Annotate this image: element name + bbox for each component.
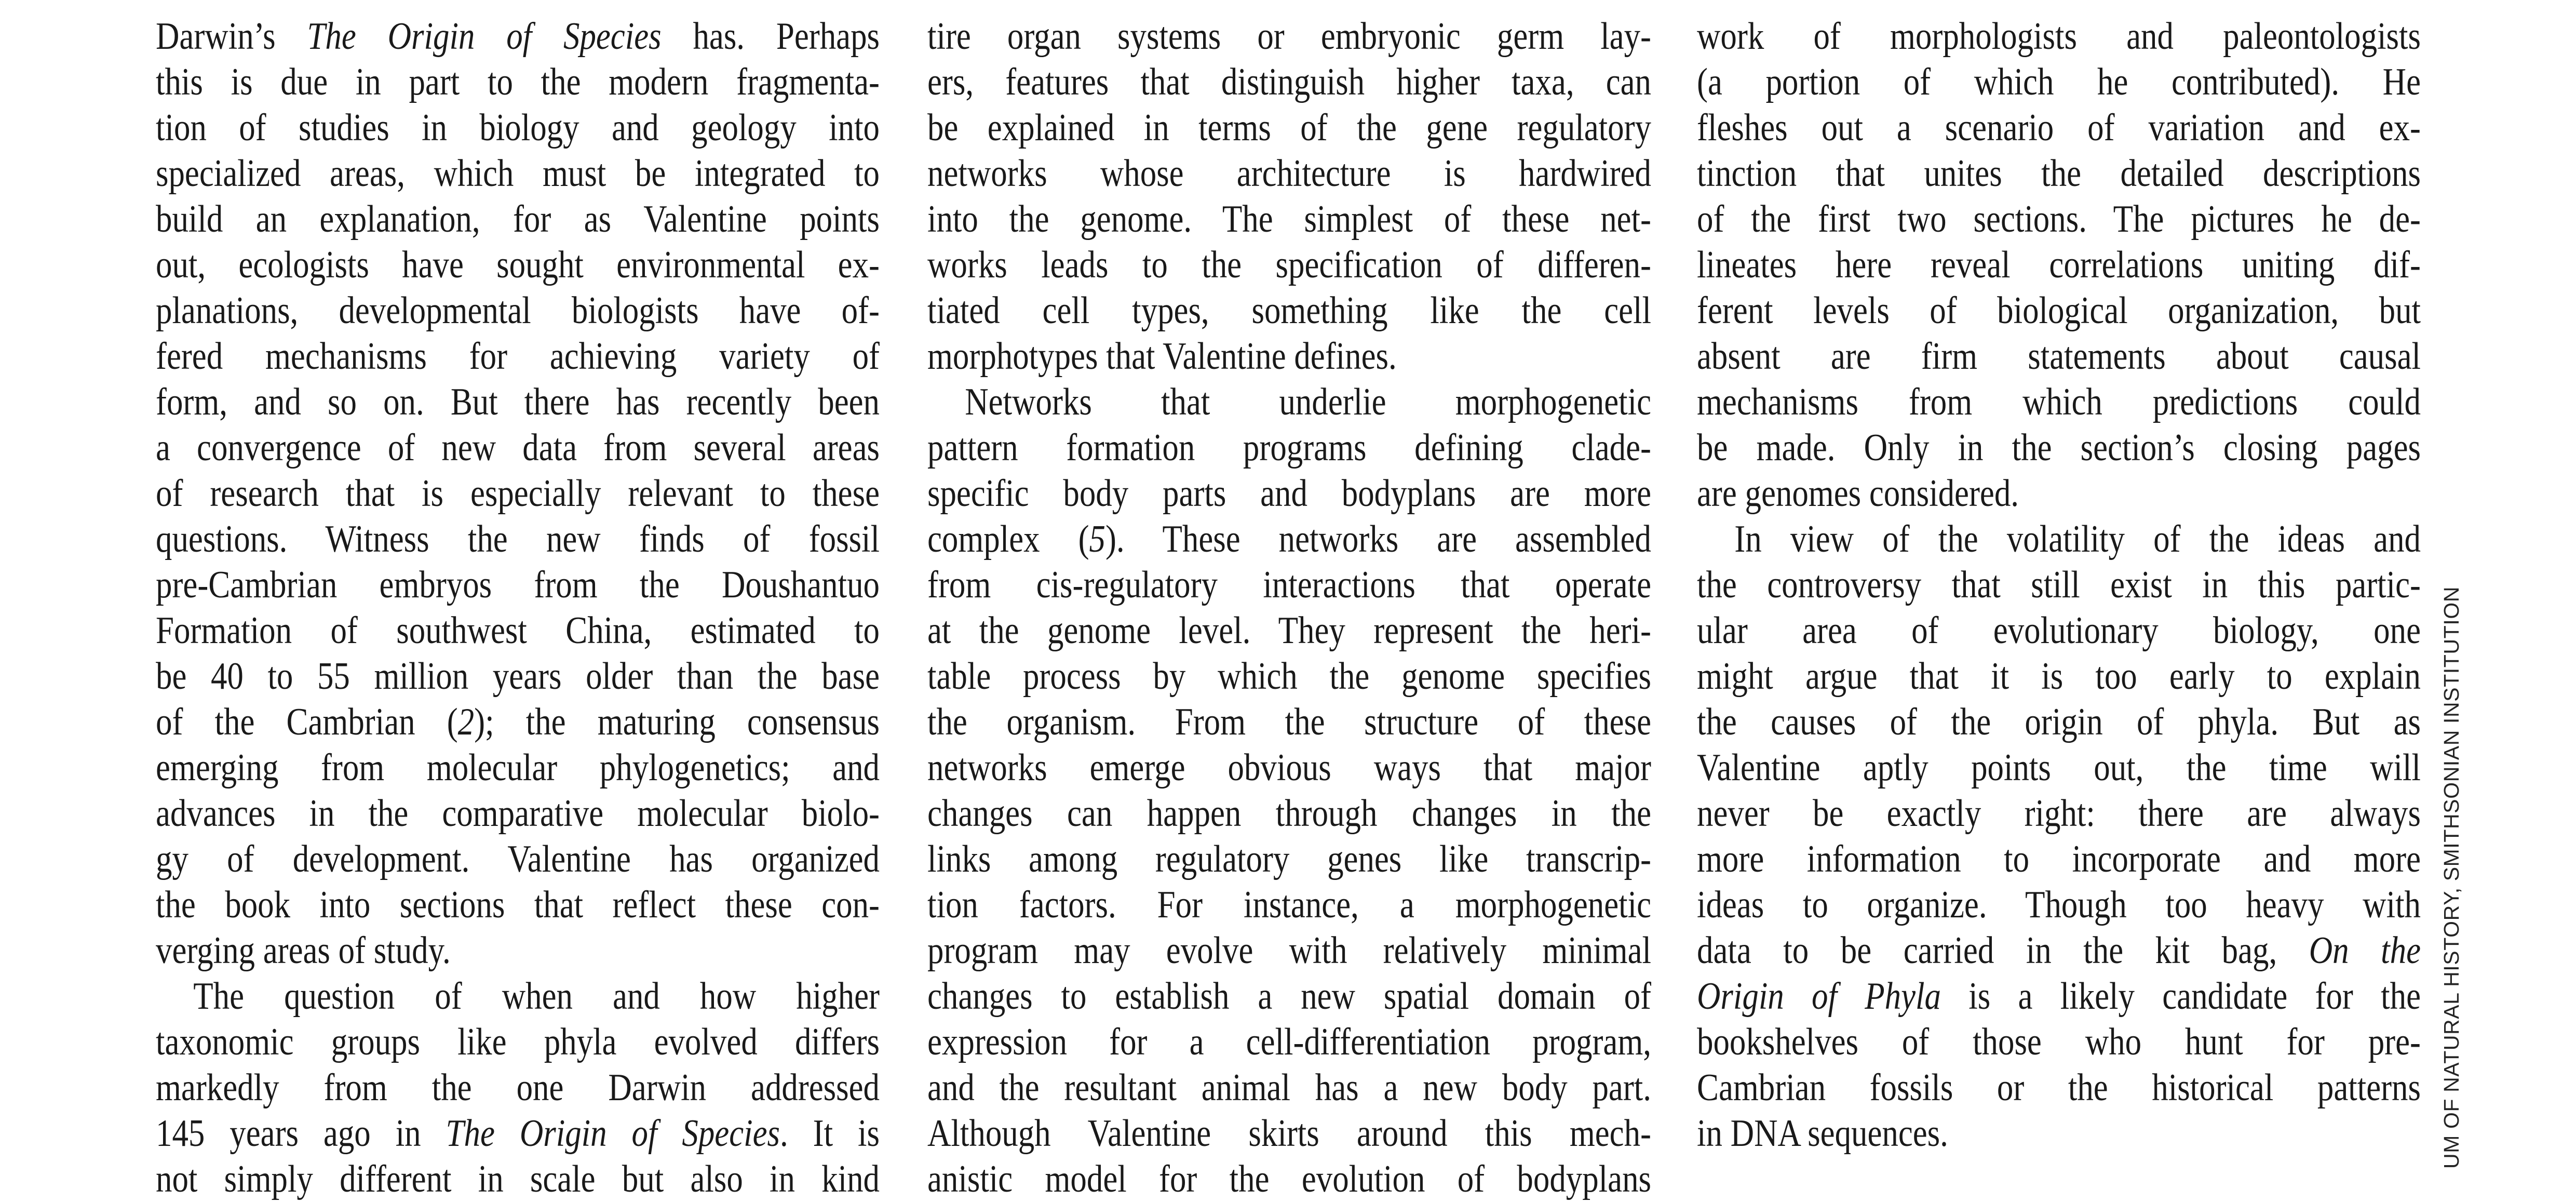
- text-line: [156, 1019, 880, 1065]
- text-line: [156, 562, 880, 608]
- body-text: lineates here reveal correlations uniting dif-: [1697, 244, 2421, 286]
- italic-text: Origin of Phyla: [1697, 975, 1941, 1018]
- body-text: morphotypes that Valentine defines.: [927, 335, 1397, 378]
- text-line: [156, 745, 880, 791]
- body-text: in DNA sequences.: [1697, 1112, 1948, 1155]
- text-line: [927, 791, 1651, 836]
- body-text: mechanisms from which predictions could: [1697, 381, 2421, 423]
- text-line: [1697, 242, 2421, 288]
- body-text: tinction that unites the detailed descriptions: [1697, 152, 2421, 195]
- text-line: [156, 242, 880, 288]
- body-text: specialized areas, which must be integrated to: [156, 152, 880, 195]
- text-line: [1697, 151, 2421, 196]
- text-line: [156, 1065, 880, 1111]
- body-text: Darwin’s: [156, 15, 307, 58]
- text-column-2: [927, 14, 1651, 1202]
- text-line: [927, 1065, 1651, 1111]
- body-text: fleshes out a scenario of variation and ex-: [1697, 106, 2421, 149]
- body-text: are genomes considered.: [1697, 472, 2019, 515]
- body-text: changes to establish a new spatial domain of: [927, 975, 1651, 1018]
- text-line: [927, 973, 1651, 1019]
- body-text: the organism. From the structure of these: [927, 701, 1651, 743]
- text-line: [1697, 196, 2421, 242]
- body-text: of the first two sections. The pictures he de-: [1697, 198, 2421, 241]
- body-text: fered mechanisms for achieving variety of: [156, 335, 880, 378]
- body-text: form, and so on. But there has recently been: [156, 381, 880, 423]
- text-line: [1697, 14, 2421, 59]
- text-line: [927, 608, 1651, 653]
- text-line: [927, 562, 1651, 608]
- text-line: [156, 1111, 880, 1156]
- body-text: Networks that underlie morphogenetic: [965, 381, 1651, 423]
- body-text: a convergence of new data from several areas: [156, 426, 880, 469]
- text-line: [156, 836, 880, 882]
- text-line: [156, 791, 880, 836]
- text-line: [927, 1019, 1651, 1065]
- body-text: verging areas of study.: [156, 929, 451, 972]
- text-line: [156, 151, 880, 196]
- body-text: not simply different in scale but also in kind: [156, 1158, 880, 1200]
- text-line: [1697, 516, 2421, 562]
- body-text: bookshelves of those who hunt for pre-: [1697, 1021, 2421, 1063]
- text-line: [1697, 973, 2421, 1019]
- body-text: ferent levels of biological organization, but: [1697, 289, 2421, 332]
- body-text: tion of studies in biology and geology into: [156, 106, 880, 149]
- body-text: expression for a cell-differentiation program,: [927, 1021, 1651, 1063]
- text-line: [156, 471, 880, 516]
- text-line: [156, 333, 880, 379]
- body-text: has. Perhaps: [661, 15, 880, 58]
- text-line: [1697, 425, 2421, 471]
- body-text: networks emerge obvious ways that major: [927, 746, 1651, 789]
- text-line: [1697, 1065, 2421, 1111]
- text-line: [927, 288, 1651, 333]
- body-text: networks whose architecture is hardwired: [927, 152, 1651, 195]
- text-line: [1697, 59, 2421, 105]
- body-text: out, ecologists have sought environmental ex-: [156, 244, 880, 286]
- text-line: [927, 59, 1651, 105]
- body-text: . It is: [780, 1112, 880, 1155]
- body-text: gy of development. Valentine has organized: [156, 838, 880, 880]
- text-line: [927, 1156, 1651, 1202]
- text-line: [156, 196, 880, 242]
- body-text: of research that is especially relevant to these: [156, 472, 880, 515]
- text-line: [927, 836, 1651, 882]
- body-text: table process by which the genome specifies: [927, 655, 1651, 698]
- text-line: [1697, 379, 2421, 425]
- text-line: [1697, 928, 2421, 973]
- text-line: [156, 379, 880, 425]
- body-text: program may evolve with relatively minimal: [927, 929, 1651, 972]
- text-line: [1697, 471, 2421, 516]
- body-text: the causes of the origin of phyla. But as: [1697, 701, 2421, 743]
- text-line: [156, 699, 880, 745]
- body-text: might argue that it is too early to explain: [1697, 655, 2421, 698]
- text-line: [927, 699, 1651, 745]
- body-text: more information to incorporate and more: [1697, 838, 2421, 880]
- text-line: [156, 1156, 880, 1202]
- body-text: work of morphologists and paleontologists: [1697, 15, 2421, 58]
- body-text: complex (: [927, 518, 1089, 560]
- text-line: [1697, 562, 2421, 608]
- body-text: pre-Cambrian embryos from the Doushantuo: [156, 564, 880, 606]
- text-line: [1697, 882, 2421, 928]
- body-text: data to be carried in the kit bag,: [1697, 929, 2309, 972]
- text-line: [1697, 745, 2421, 791]
- body-text: tiated cell types, something like the cell: [927, 289, 1651, 332]
- body-text: pattern formation programs defining clade-: [927, 426, 1651, 469]
- body-text: ); the maturing consensus: [474, 701, 880, 743]
- body-text: Valentine aptly points out, the time will: [1697, 746, 2421, 789]
- text-line: [1697, 608, 2421, 653]
- text-line: [927, 242, 1651, 288]
- text-line: [927, 105, 1651, 151]
- text-line: [156, 425, 880, 471]
- body-text: this is due in part to the modern fragmenta-: [156, 61, 880, 103]
- italic-text: On the: [2309, 929, 2421, 972]
- text-line: [927, 653, 1651, 699]
- body-text: tire organ systems or embryonic germ lay-: [927, 15, 1651, 58]
- body-text: Cambrian fossils or the historical patterns: [1697, 1066, 2421, 1109]
- text-line: [927, 745, 1651, 791]
- body-text: and the resultant animal has a new body part.: [927, 1066, 1651, 1109]
- text-line: [927, 333, 1651, 379]
- text-line: [156, 973, 880, 1019]
- text-line: [927, 14, 1651, 59]
- text-line: [1697, 288, 2421, 333]
- text-column-3: [1697, 14, 2421, 1156]
- body-text: the book into sections that reflect these con-: [156, 884, 880, 926]
- text-line: [156, 653, 880, 699]
- body-text: ). These networks are assembled: [1105, 518, 1651, 560]
- body-text: Formation of southwest China, estimated to: [156, 609, 880, 652]
- body-text: questions. Witness the new finds of fossil: [156, 518, 880, 560]
- body-text: 145 years ago in: [156, 1112, 446, 1155]
- text-line: [927, 196, 1651, 242]
- body-text: specific body parts and bodyplans are more: [927, 472, 1651, 515]
- text-line: [1697, 699, 2421, 745]
- body-text: ers, features that distinguish higher taxa, can: [927, 61, 1651, 103]
- text-line: [1697, 836, 2421, 882]
- text-line: [1697, 1111, 2421, 1156]
- body-text: emerging from molecular phylogenetics; and: [156, 746, 880, 789]
- text-line: [156, 105, 880, 151]
- text-line: [156, 882, 880, 928]
- body-text: at the genome level. They represent the heri-: [927, 609, 1651, 652]
- body-text: be explained in terms of the gene regulatory: [927, 106, 1651, 149]
- italic-text: 5: [1089, 518, 1105, 560]
- text-column-1: [156, 14, 880, 1202]
- image-credit-vertical: UM OF NATURAL HISTORY, SMITHSONIAN INSTITUTION: [2439, 586, 2463, 1169]
- body-text: ideas to organize. Though too heavy with: [1697, 884, 2421, 926]
- body-text: changes can happen through changes in the: [927, 792, 1651, 835]
- text-line: [927, 882, 1651, 928]
- body-text: is a likely candidate for the: [1940, 975, 2421, 1018]
- body-text: the controversy that still exist in this partic-: [1697, 564, 2421, 606]
- body-text: taxonomic groups like phyla evolved differs: [156, 1021, 880, 1063]
- text-line: [1697, 653, 2421, 699]
- text-line: [927, 151, 1651, 196]
- text-line: [927, 425, 1651, 471]
- body-text: never be exactly right: there are always: [1697, 792, 2421, 835]
- text-line: [156, 59, 880, 105]
- body-text: be made. Only in the section’s closing pages: [1697, 426, 2421, 469]
- text-line: [156, 516, 880, 562]
- text-line: [927, 516, 1651, 562]
- body-text: advances in the comparative molecular biolo-: [156, 792, 880, 835]
- body-text: be 40 to 55 million years older than the base: [156, 655, 880, 698]
- body-text: links among regulatory genes like transcrip-: [927, 838, 1651, 880]
- body-text: ular area of evolutionary biology, one: [1697, 609, 2421, 652]
- body-text: markedly from the one Darwin addressed: [156, 1066, 880, 1109]
- body-text: into the genome. The simplest of these net-: [927, 198, 1651, 241]
- text-line: [156, 928, 880, 973]
- text-line: [1697, 105, 2421, 151]
- body-text: The question of when and how higher: [193, 975, 880, 1018]
- text-line: [156, 608, 880, 653]
- body-text: anistic model for the evolution of bodyplans: [927, 1158, 1651, 1200]
- text-line: [927, 1111, 1651, 1156]
- text-line: [927, 928, 1651, 973]
- body-text: (a portion of which he contributed). He: [1697, 61, 2421, 103]
- body-text: works leads to the specification of differen-: [927, 244, 1651, 286]
- text-line: [1697, 1019, 2421, 1065]
- body-text: In view of the volatility of the ideas and: [1734, 518, 2421, 560]
- body-text: Although Valentine skirts around this mech-: [927, 1112, 1651, 1155]
- italic-text: The Origin of Species: [307, 15, 662, 58]
- body-text: planations, developmental biologists have of-: [156, 289, 880, 332]
- text-line: [1697, 333, 2421, 379]
- text-line: [927, 471, 1651, 516]
- text-line: [156, 14, 880, 59]
- body-text: absent are firm statements about causal: [1697, 335, 2421, 378]
- italic-text: The Origin of Species: [446, 1112, 780, 1155]
- body-text: tion factors. For instance, a morphogenetic: [927, 884, 1651, 926]
- body-text: of the Cambrian (: [156, 701, 458, 743]
- text-line: [927, 379, 1651, 425]
- body-text: from cis-regulatory interactions that operate: [927, 564, 1651, 606]
- italic-text: 2: [457, 701, 475, 743]
- body-text: build an explanation, for as Valentine points: [156, 198, 880, 241]
- text-line: [1697, 791, 2421, 836]
- text-line: [156, 288, 880, 333]
